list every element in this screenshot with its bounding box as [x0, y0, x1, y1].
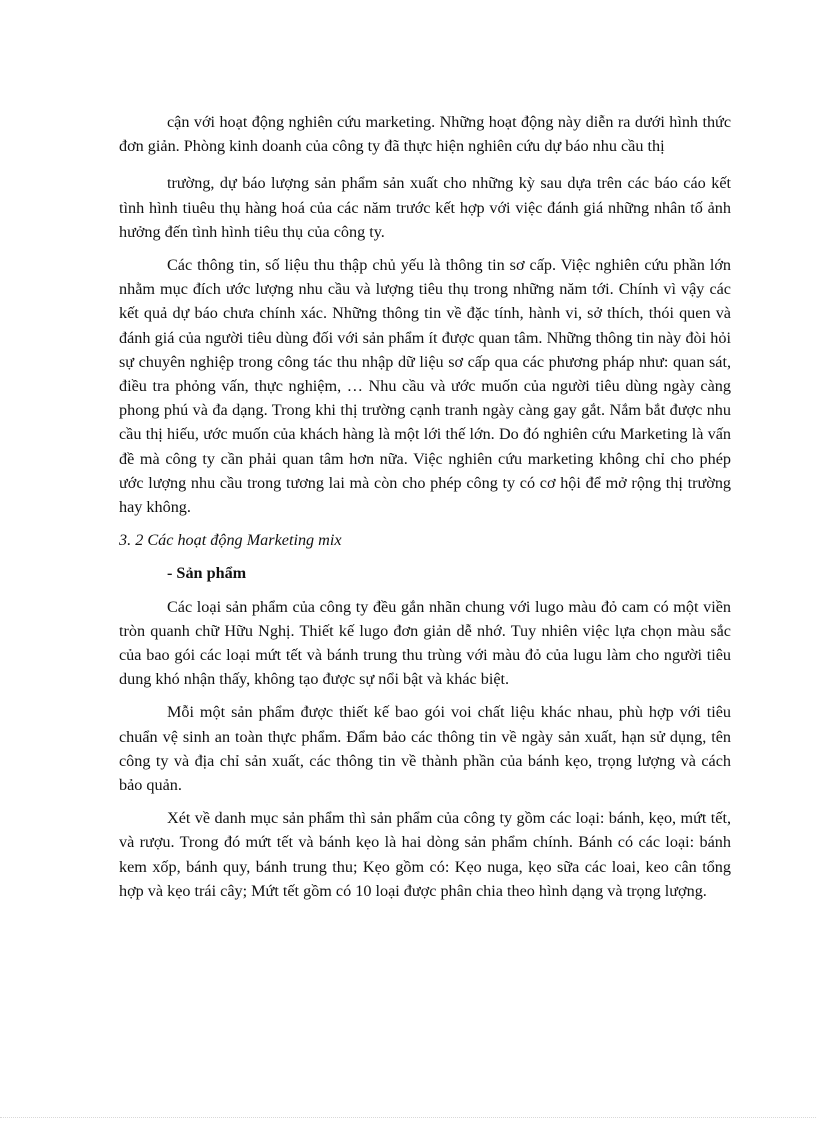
- paragraph-forecast: trường, dự báo lượng sản phẩm sản xuất cho những kỳ sau dựa trên các báo cáo kết tình hình tiuêu thụ hàng hoá của các năm trước kết hợp với việc đánh giá những nhân tố ảnh hưởng đến tình hình tiêu thụ của công ty.: [119, 174, 731, 241]
- paragraph-logo: Các loại sản phẩm của công ty đều gắn nhãn chung với lugo màu đỏ cam có một viền tròn quanh chữ Hữu Nghị. Thiết kế lugo đơn giản dễ nhớ. Tuy nhiên việc lựa chọn màu sắc của bao gói các loại mứt tết và bánh trung thu trùng với màu đỏ của lugu làm cho người tiêu dung khó nhận thấy, không tạo được sự nổi bật và khác biệt.: [119, 597, 731, 689]
- paragraph-market-research: cận với hoạt động nghiên cứu marketing. Những hoạt động này diễn ra dưới hình thức đơn giản. Phòng kinh doanh của công ty đã thực hiện nghiên cứu dự báo nhu cầu thị: [119, 113, 731, 156]
- section-heading: 3. 2 Các hoạt động Marketing mix: [119, 531, 342, 550]
- paragraph-packaging: Mỗi một sản phẩm được thiết kế bao gói voi chất liệu khác nhau, phù hợp với tiêu chuẩn vệ sinh an toàn thực phẩm. Đẩm bảo các thông tin về ngày sản xuất, hạn sử dụng, tên công ty và địa chỉ sản xuất, các thông tin về thành phần của bánh kẹo, trọng lượng và cách bảo quản.: [119, 703, 731, 795]
- paragraph-information: Các thông tin, số liệu thu thập chủ yếu là thông tin sơ cấp. Việc nghiên cứu phần lớn nhằm mục đích ước lượng nhu cầu và lượng tiêu thụ trong những năm tới. Chính vì vậy các kết quả dự báo chưa chính xác. Những thông tin về đặc tính, hành vi, sở thích, thói quen và đánh giá của người tiêu dùng đối với sản phẩm ít được quan tâm. Những thông tin này đòi hỏi sự chuyên nghiệp trong công tác thu nhập dữ liệu sơ cấp qua các phương pháp như: quan sát, điều tra phỏng vấn, thực nghiệm, … Nhu cầu và ước muốn của người tiêu dùng ngày càng phong phú và đa dạng. Trong khi thị trường cạnh tranh ngày càng gay gắt. Nắm bắt được nhu cầu thị hiếu, ước muốn của khách hàng là một lới thế lớn. Do đó nghiên cứu Marketing là vấn đề mà công ty cần phải quan tâm hơn nữa. Việc nghiên cứu marketing không chỉ cho phép ước lượng nhu cầu trong tương lai mà còn cho phép công ty có cơ hội để mở rộng thị trường hay không.: [119, 256, 731, 517]
- paragraph-product-list: Xét về danh mục sản phẩm thì sản phẩm của công ty gồm các loại: bánh, kẹo, mứt tết, và rượu. Trong đó mứt tết và bánh kẹo là hai dòng sản phẩm chính. Bánh có các loại: bánh kem xốp, bánh quy, bánh trung thu; Kẹo gồm có: Kẹo nuga, kẹo sữa các loai, keo cân tổng hợp và kẹo trái cây; Mứt tết gồm có 10 loại được phân chia theo hình dạng và trọng lượng.: [119, 809, 731, 900]
- document-body: [119, 110, 731, 903]
- page-bottom-rule: [0, 1117, 816, 1118]
- subheading-product: - Sản phẩm: [167, 564, 247, 583]
